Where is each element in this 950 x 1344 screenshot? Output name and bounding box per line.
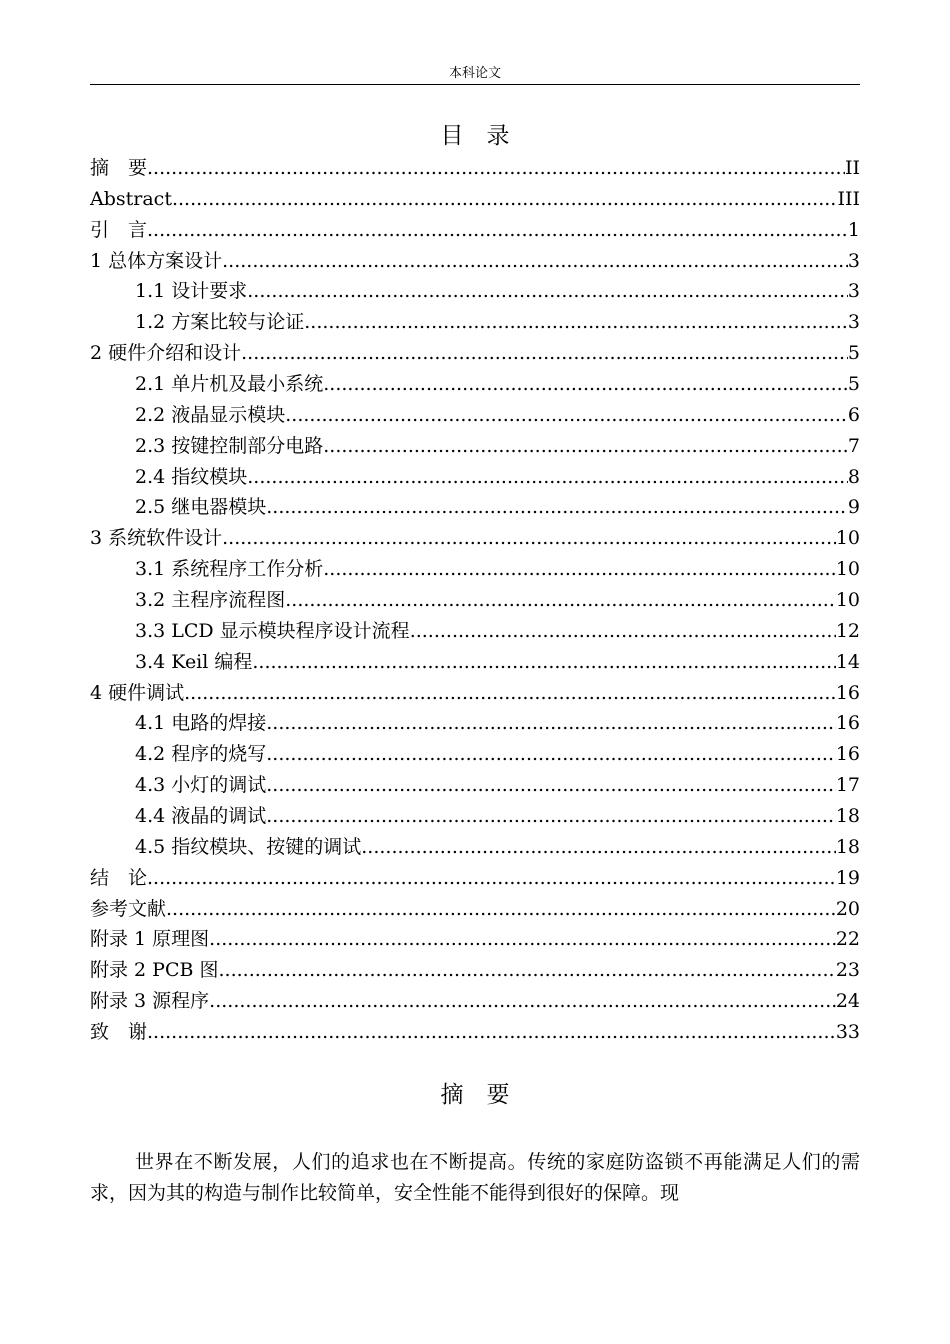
- toc-entry-label: Abstract: [90, 187, 172, 210]
- toc-entry[interactable]: [90, 708, 860, 739]
- toc-entry[interactable]: [90, 492, 860, 523]
- page-header: 本科论文: [90, 64, 860, 85]
- toc-dot-leader: [252, 647, 835, 678]
- toc-entry-page: 22: [835, 928, 860, 951]
- toc-entry[interactable]: [90, 894, 860, 925]
- toc-entry[interactable]: [90, 462, 860, 493]
- toc-dot-leader: [285, 400, 848, 431]
- table-of-contents: [90, 153, 860, 1048]
- toc-dot-leader: [304, 307, 848, 338]
- toc-entry-label: 3.4 Keil 编程: [135, 650, 253, 673]
- toc-entry-label: 3.3 LCD 显示模块程序设计流程: [135, 619, 410, 642]
- toc-entry[interactable]: [90, 585, 860, 616]
- toc-dot-leader: [410, 616, 836, 647]
- toc-entry-label: 4.2 程序的烧写: [135, 743, 267, 766]
- toc-entry-label: 2.1 单片机及最小系统: [135, 373, 324, 396]
- toc-dot-leader: [285, 585, 836, 616]
- toc-entry-label: 2.4 指纹模块: [135, 465, 248, 488]
- toc-entry-label: 3 系统软件设计: [90, 527, 223, 550]
- toc-entry-page: 6: [847, 403, 860, 426]
- toc-dot-leader: [219, 955, 836, 986]
- toc-entry[interactable]: [90, 955, 860, 986]
- toc-entry[interactable]: [90, 986, 860, 1017]
- toc-entry[interactable]: [90, 338, 860, 369]
- toc-dot-leader: [266, 770, 836, 801]
- toc-entry-page: 10: [835, 558, 860, 581]
- toc-entry[interactable]: [90, 554, 860, 585]
- toc-entry-page: 14: [835, 650, 860, 673]
- toc-dot-leader: [241, 338, 848, 369]
- toc-entry[interactable]: [90, 307, 860, 338]
- toc-entry-label: 2 硬件介绍和设计: [90, 342, 242, 365]
- toc-entry[interactable]: [90, 400, 860, 431]
- toc-entry-label: 引 言: [90, 218, 148, 241]
- toc-entry-label: 1 总体方案设计: [90, 249, 223, 272]
- toc-entry[interactable]: [90, 276, 860, 307]
- toc-entry[interactable]: [90, 184, 860, 215]
- abstract-body: 世界在不断发展，人们的追求也在不断提高。传统的家庭防盗锁不再能满足人们的需求，因为其的构造与制作比较简单，安全性能不能得到很好的保障。现: [90, 1151, 860, 1204]
- toc-entry-page: 9: [847, 496, 860, 519]
- toc-dot-leader: [222, 523, 836, 554]
- toc-entry[interactable]: [90, 1017, 860, 1048]
- toc-title: 目 录: [440, 123, 510, 149]
- toc-entry-page: 18: [835, 805, 860, 828]
- toc-entry-page: 10: [835, 589, 860, 612]
- toc-entry[interactable]: [90, 924, 860, 955]
- toc-dot-leader: [172, 184, 838, 215]
- abstract-title: 摘 要: [440, 1082, 510, 1108]
- toc-entry[interactable]: [90, 616, 860, 647]
- toc-entry-page: 1: [847, 218, 860, 241]
- toc-entry-page: 5: [847, 373, 860, 396]
- toc-entry[interactable]: [90, 801, 860, 832]
- toc-dot-leader: [147, 153, 845, 184]
- toc-entry-label: 附录 3 源程序: [90, 990, 210, 1013]
- toc-entry[interactable]: [90, 647, 860, 678]
- toc-entry-label: 结 论: [90, 866, 148, 889]
- toc-entry-page: II: [844, 157, 860, 179]
- toc-dot-leader: [166, 894, 836, 925]
- toc-dot-leader: [184, 678, 836, 709]
- toc-entry-page: 33: [835, 1021, 860, 1044]
- toc-dot-leader: [266, 708, 836, 739]
- toc-entry-label: 4.4 液晶的调试: [135, 805, 267, 828]
- toc-entry[interactable]: [90, 739, 860, 770]
- toc-dot-leader: [209, 924, 836, 955]
- toc-entry-label: 1.2 方案比较与论证: [135, 311, 305, 334]
- toc-dot-leader: [266, 739, 836, 770]
- toc-entry[interactable]: [90, 678, 860, 709]
- toc-dot-leader: [222, 246, 848, 277]
- toc-entry[interactable]: [90, 369, 860, 400]
- toc-entry-label: 3.2 主程序流程图: [135, 589, 286, 612]
- toc-entry-page: 3: [847, 280, 860, 303]
- toc-dot-leader: [266, 801, 836, 832]
- toc-dot-leader: [209, 986, 836, 1017]
- toc-entry-page: 8: [847, 465, 860, 488]
- toc-entry-label: 4 硬件调试: [90, 681, 185, 704]
- toc-entry[interactable]: [90, 246, 860, 277]
- toc-entry-page: 17: [835, 774, 860, 797]
- toc-entry[interactable]: [90, 153, 860, 184]
- toc-dot-leader: [247, 462, 848, 493]
- toc-entry-page: 12: [835, 619, 860, 642]
- toc-dot-leader: [323, 369, 848, 400]
- toc-entry[interactable]: [90, 523, 860, 554]
- toc-entry-page: 20: [835, 897, 860, 920]
- toc-entry-label: 4.5 指纹模块、按键的调试: [135, 835, 362, 858]
- toc-entry-label: 4.1 电路的焊接: [135, 712, 267, 735]
- toc-entry-label: 参考文献: [90, 897, 167, 920]
- toc-entry-label: 摘 要: [90, 157, 148, 179]
- toc-entry-label: 2.2 液晶显示模块: [135, 403, 286, 426]
- toc-dot-leader: [147, 863, 836, 894]
- toc-entry[interactable]: [90, 431, 860, 462]
- toc-entry-label: 3.1 系统程序工作分析: [135, 558, 324, 581]
- toc-entry-label: 2.5 继电器模块: [135, 496, 267, 519]
- toc-entry-label: 2.3 按键控制部分电路: [135, 434, 324, 457]
- toc-dot-leader: [266, 492, 848, 523]
- toc-entry-page: 23: [835, 959, 860, 982]
- toc-entry[interactable]: [90, 770, 860, 801]
- toc-entry-page: 16: [835, 712, 860, 735]
- toc-entry[interactable]: [90, 863, 860, 894]
- toc-entry-page: 16: [835, 743, 860, 766]
- toc-dot-leader: [361, 832, 836, 863]
- toc-entry-page: 3: [847, 249, 860, 272]
- toc-entry-page: III: [837, 187, 860, 210]
- toc-entry[interactable]: [90, 832, 860, 863]
- toc-entry-page: 7: [847, 434, 860, 457]
- toc-entry[interactable]: [90, 215, 860, 246]
- toc-dot-leader: [247, 276, 848, 307]
- toc-entry-page: 18: [835, 835, 860, 858]
- toc-entry-label: 致 谢: [90, 1021, 148, 1044]
- toc-dot-leader: [147, 215, 848, 246]
- toc-entry-page: 5: [847, 342, 860, 365]
- toc-entry-label: 附录 2 PCB 图: [90, 959, 219, 982]
- toc-entry-page: 10: [835, 527, 860, 550]
- toc-entry-page: 24: [835, 990, 860, 1013]
- toc-entry-label: 附录 1 原理图: [90, 928, 210, 951]
- toc-entry-label: 1.1 设计要求: [135, 280, 248, 303]
- toc-entry-page: 19: [835, 866, 860, 889]
- toc-entry-page: 3: [847, 311, 860, 334]
- toc-dot-leader: [323, 554, 836, 585]
- toc-entry-label: 4.3 小灯的调试: [135, 774, 267, 797]
- toc-dot-leader: [323, 431, 848, 462]
- toc-dot-leader: [147, 1017, 836, 1048]
- toc-entry-page: 16: [835, 681, 860, 704]
